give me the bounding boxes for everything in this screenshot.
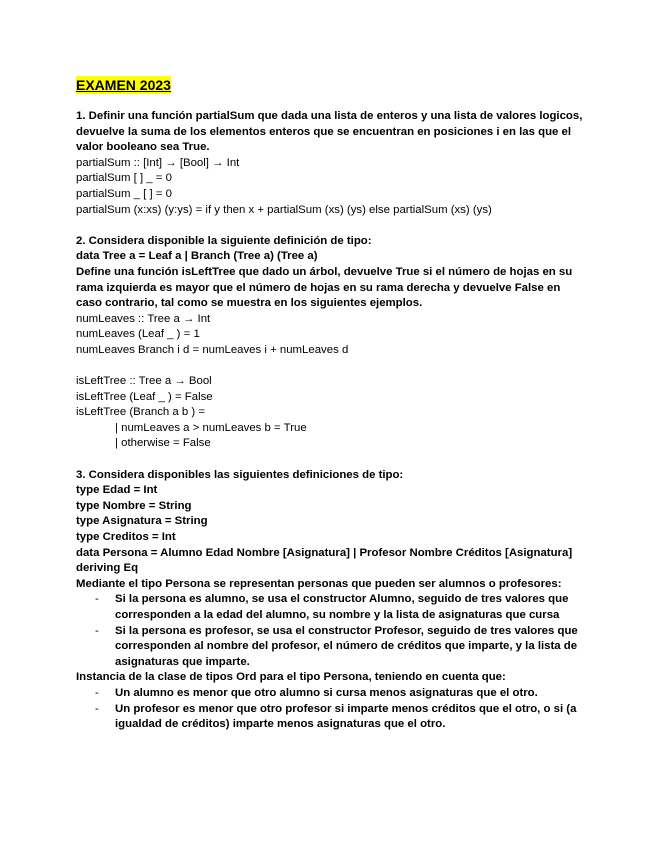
q3-type-line: type Edad = Int	[76, 484, 158, 497]
question-1	[76, 109, 586, 218]
exam-title: EXAMEN 2023	[76, 77, 171, 93]
list-item	[76, 592, 586, 623]
q2-code-line: isLeftTree (Leaf _ ) = False	[76, 390, 213, 403]
q2-code-line: isLeftTree (Branch a b ) =	[76, 406, 206, 419]
list-item	[76, 702, 586, 733]
q3-statement: 3. Considera disponibles las siguientes definiciones de tipo:	[76, 468, 404, 481]
q2-guard-line: | otherwise = False	[115, 437, 211, 450]
q2-code-line: numLeaves (Leaf _ ) = 1	[76, 328, 200, 341]
q1-statement: 1. Definir una función partialSum que dada una lista de enteros y una lista de valores logicos, devuelve la suma de los elementos enteros que se encuentran en posiciones i en las que el valor booleano sea True.	[76, 110, 583, 154]
q2-guard-line: | numLeaves a > numLeaves b = True	[115, 421, 307, 434]
bullet-dash: -	[95, 702, 99, 715]
bullet-text: Si la persona es alumno, se usa el constructor Alumno, seguido de tres valores que corresponden a la edad del alumno, su nombre y la lista de asignaturas que cursa	[115, 593, 569, 621]
q2-code-line: isLeftTree :: Tree a → Bool	[76, 375, 212, 388]
q3-intro: Mediante el tipo Persona se representan personas que pueden ser alumnos o profesores:	[76, 577, 562, 590]
q2-code-line: numLeaves Branch i d = numLeaves i + numLeaves d	[76, 343, 349, 356]
q3-data-definition: data Persona = Alumno Edad Nombre [Asignatura] | Profesor Nombre Créditos [Asignatura] deriving Eq	[76, 546, 573, 575]
bullet-dash: -	[95, 686, 99, 699]
list-item	[76, 624, 586, 671]
q2-description: Define una función isLeftTree que dado un árbol, devuelve True si el número de hojas en su rama izquierda es mayor que el número de hojas en su rama derecha y devuelve False en caso contrario, tal como se muestra en los siguientes ejemplos.	[76, 265, 573, 310]
q3-bullet-list-persona	[76, 592, 586, 670]
bullet-text: Un alumno es menor que otro alumno si cursa menos asignaturas que el otro.	[115, 686, 538, 699]
bullet-text: Si la persona es profesor, se usa el constructor Profesor, seguido de tres valores que corresponden al nombre del profesor, el número de créditos que imparte, y la lista de asignaturas que imparte.	[115, 624, 578, 668]
q2-code-line: numLeaves :: Tree a → Int	[76, 312, 211, 325]
q3-bullet-list-ord	[76, 686, 586, 733]
q3-instance-text: Instancia de la clase de tipos Ord para el tipo Persona, teniendo en cuenta que:	[76, 671, 506, 684]
bullet-dash: -	[95, 593, 99, 606]
bullet-text: Un profesor es menor que otro profesor si imparte menos créditos que el otro, o si (a igualdad de créditos) imparte menos asignaturas que el otro.	[115, 702, 577, 731]
question-3	[76, 468, 586, 733]
q1-code-line: partialSum :: [Int] → [Bool] → Int	[76, 156, 240, 169]
list-item	[76, 686, 586, 702]
bullet-dash: -	[95, 624, 99, 637]
q1-code-line: partialSum _ [ ] = 0	[76, 187, 172, 200]
q2-data-definition: data Tree a = Leaf a | Branch (Tree a) (Tree a)	[76, 250, 318, 263]
q1-code-line: partialSum [ ] _ = 0	[76, 172, 172, 185]
q3-type-line: type Nombre = String	[76, 499, 192, 512]
q1-code-line: partialSum (x:xs) (y:ys) = if y then x + partialSum (xs) (ys) else partialSum (xs) (ys)	[76, 203, 492, 216]
question-2	[76, 234, 586, 452]
q3-type-line: type Creditos = Int	[76, 531, 176, 544]
q2-statement: 2. Considera disponible la siguiente definición de tipo:	[76, 234, 372, 247]
document-page	[76, 76, 586, 733]
q3-type-line: type Asignatura = String	[76, 515, 208, 528]
